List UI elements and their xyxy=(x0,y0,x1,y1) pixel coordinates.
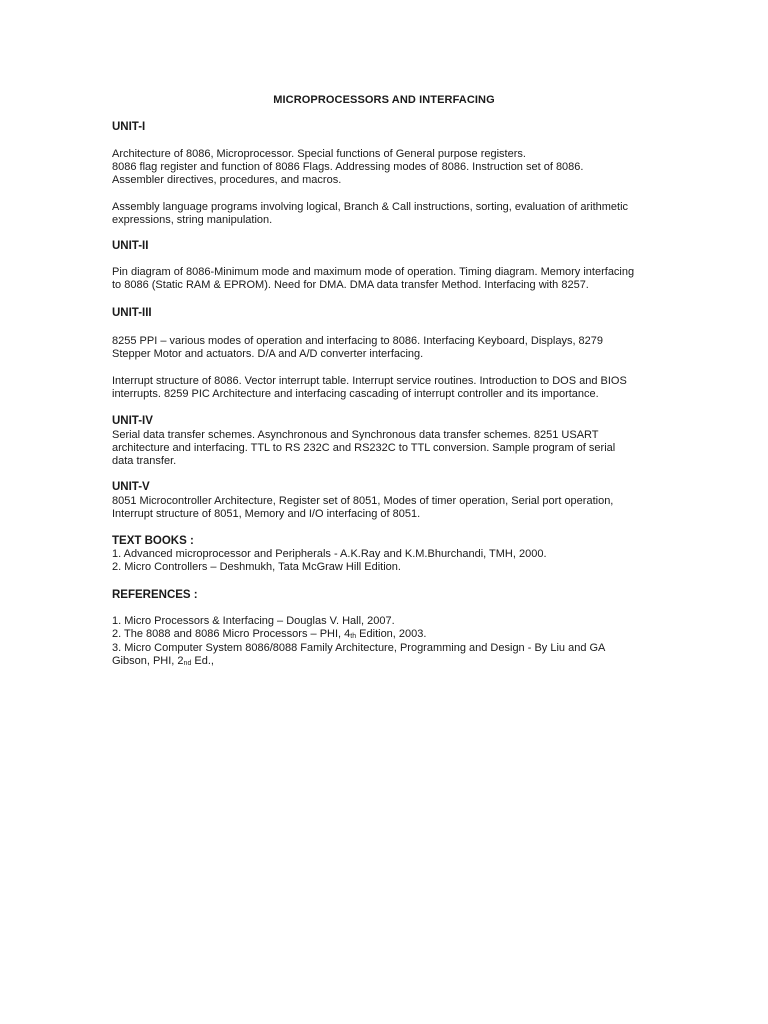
text-line: Architecture of 8086, Microprocessor. Special functions of General purpose registers. xyxy=(112,148,526,160)
unit-2-heading: UNIT-II xyxy=(112,240,149,252)
reference-2-text-end: Edition, 2003. xyxy=(356,628,427,640)
text-line: architecture and interfacing. TTL to RS 232C and RS232C to TTL conversion. Sample program of serial xyxy=(112,442,616,454)
list-item xyxy=(112,628,647,642)
text-line: 8086 flag register and function of 8086 Flags. Addressing modes of 8086. Instruction set of 8086. xyxy=(112,161,584,173)
unit-5-paragraph-1 xyxy=(112,495,647,521)
text-line: Assembler directives, procedures, and macros. xyxy=(112,174,342,186)
text-line: 8255 PPI – various modes of operation and interfacing to 8086. Interfacing Keyboard, Displays, 8279 xyxy=(112,335,604,347)
unit-5-heading: UNIT-V xyxy=(112,481,150,493)
text-line: to 8086 (Static RAM & EPROM). Need for DMA. DMA data transfer Method. Interfacing with 8257. xyxy=(112,279,589,291)
unit-3-paragraph-1 xyxy=(112,335,647,361)
list-item: 3. Micro Computer System 8086/8088 Family Architecture, Programming and Design - By Liu and GA xyxy=(112,642,606,654)
unit-2-paragraph-1 xyxy=(112,266,647,292)
unit-1-heading: UNIT-I xyxy=(112,121,146,133)
text-line: Serial data transfer schemes. Asynchronous and Synchronous data transfer schemes. 8251 USART xyxy=(112,429,599,441)
text-line: interrupts. 8259 PIC Architecture and interfacing cascading of interrupt controller and its importance. xyxy=(112,388,599,400)
references-list xyxy=(112,615,647,669)
list-item-continuation xyxy=(112,655,647,669)
unit-4-heading: UNIT-IV xyxy=(112,415,153,427)
unit-4-paragraph-1 xyxy=(112,429,647,468)
unit-1-paragraph-2 xyxy=(112,201,647,227)
text-line: Stepper Motor and actuators. D/A and A/D converter interfacing. xyxy=(112,348,424,360)
ordinal-superscript: nd xyxy=(183,660,192,667)
text-books-heading: TEXT BOOKS : xyxy=(112,535,194,547)
list-item: 1. Micro Processors & Interfacing – Douglas V. Hall, 2007. xyxy=(112,615,395,627)
document-title: MICROPROCESSORS AND INTERFACING xyxy=(273,94,495,106)
text-line: 8051 Microcontroller Architecture, Register set of 8051, Modes of timer operation, Serial port operation, xyxy=(112,495,614,507)
text-line: Interrupt structure of 8051, Memory and I/O interfacing of 8051. xyxy=(112,508,421,520)
reference-3-text: Gibson, PHI, 2 xyxy=(112,655,184,667)
ordinal-superscript: th xyxy=(350,633,357,640)
unit-3-heading: UNIT-III xyxy=(112,307,152,319)
text-books-list xyxy=(112,548,647,574)
text-line: Assembly language programs involving logical, Branch & Call instructions, sorting, evaluation of arithmetic xyxy=(112,201,629,213)
text-line: Pin diagram of 8086-Minimum mode and maximum mode of operation. Timing diagram. Memory interfacing xyxy=(112,266,635,278)
unit-3-paragraph-2 xyxy=(112,375,647,401)
text-line: Interrupt structure of 8086. Vector interrupt table. Interrupt service routines. Introduction to DOS and BIOS xyxy=(112,375,627,387)
text-line: data transfer. xyxy=(112,455,177,467)
references-heading: REFERENCES : xyxy=(112,589,198,601)
reference-2-text: 2. The 8088 and 8086 Micro Processors – PHI, 4 xyxy=(112,628,351,640)
list-item: 2. Micro Controllers – Deshmukh, Tata McGraw Hill Edition. xyxy=(112,561,401,573)
unit-1-paragraph-1 xyxy=(112,148,647,187)
text-line: expressions, string manipulation. xyxy=(112,214,273,226)
list-item: 1. Advanced microprocessor and Peripherals - A.K.Ray and K.M.Bhurchandi, TMH, 2000. xyxy=(112,548,547,560)
reference-3-text-end: Ed., xyxy=(191,655,214,667)
